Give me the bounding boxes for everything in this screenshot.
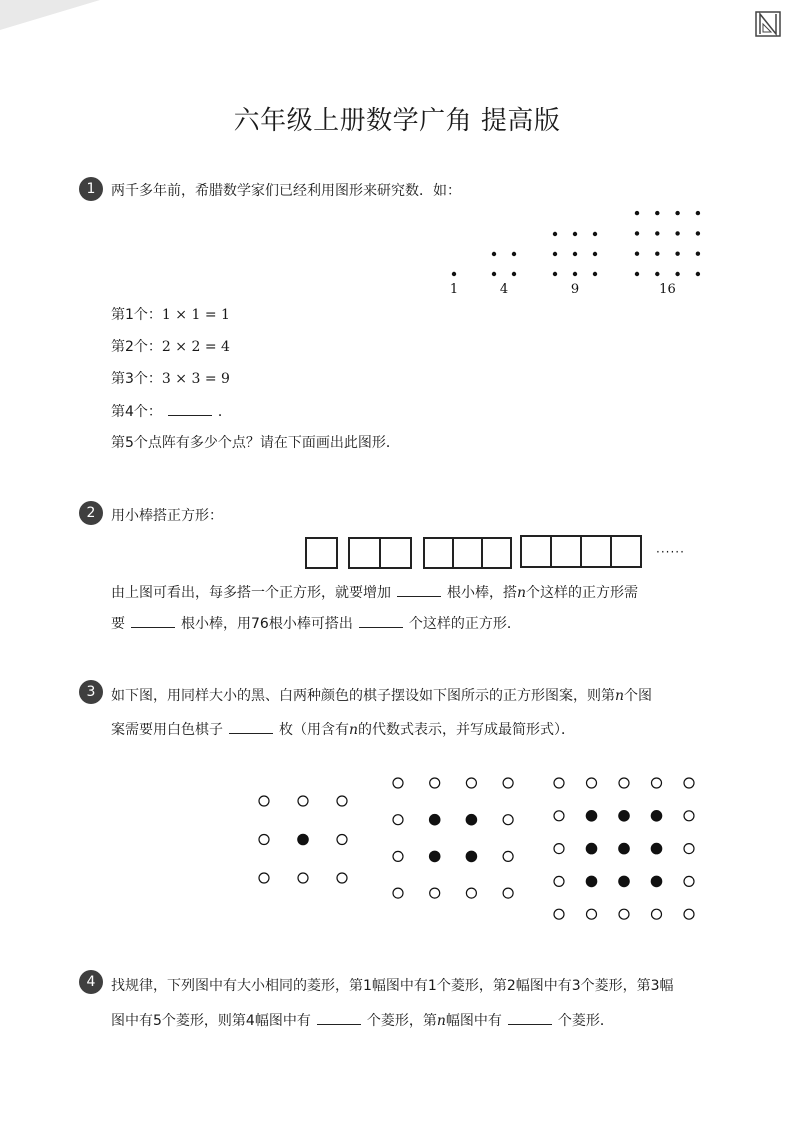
q1-dot	[512, 272, 516, 276]
q1-dot	[512, 252, 516, 256]
q2-figure-4	[521, 536, 641, 567]
q2-line-1-text-b: 根小棒，搭	[447, 585, 517, 601]
q3-white-piece	[684, 778, 694, 788]
q1-dot	[593, 252, 597, 256]
q4-blank-2[interactable]	[508, 1010, 552, 1025]
q1-line-4	[111, 401, 232, 422]
q3-white-piece	[466, 778, 476, 788]
q3-line-2-text-c: 的代数式表示，并写成最简形式）．	[358, 722, 576, 738]
q3-white-piece	[393, 778, 403, 788]
q1-line-1-expr: 1 × 1 = 1	[161, 307, 230, 323]
q1-dot-array-label: 16	[659, 282, 676, 297]
q3-white-piece	[554, 811, 564, 821]
q1-dot	[492, 252, 496, 256]
q4-line-2-text-d: 个菱形．	[557, 1013, 614, 1029]
q1-dot-array-label: 4	[499, 282, 509, 297]
q1-dot	[655, 211, 659, 215]
q1-dot-array-1	[452, 272, 456, 276]
q1-dot-array-4	[635, 211, 700, 276]
q2-line-1-text-a: 由上图可看出，每多搭一个正方形，就要增加	[111, 585, 391, 601]
q3-blank[interactable]	[229, 719, 273, 734]
q3-line-2	[111, 719, 575, 740]
q3-white-piece	[554, 844, 564, 854]
q1-dot	[553, 252, 557, 256]
q2-ellipsis: ······	[656, 545, 685, 559]
q1-dot	[675, 211, 679, 215]
q1-dot	[635, 211, 639, 215]
q1-dot	[573, 232, 577, 236]
q3-pattern-1	[259, 796, 347, 883]
q1-dot-array-label: 9	[570, 282, 580, 297]
q1-answer-blank[interactable]	[168, 401, 212, 416]
q3-white-piece	[393, 851, 403, 861]
q4-variable-n: n	[436, 1013, 446, 1029]
q1-dot-array-label: 1	[449, 282, 459, 297]
q1-dot	[492, 272, 496, 276]
q1-dot	[593, 232, 597, 236]
q1-line-3	[111, 369, 230, 389]
q1-intro: 两千多年前，希腊数学家们已经利用图形来研究数．如：	[111, 183, 461, 199]
q1-dot	[553, 272, 557, 276]
q1-dot	[696, 272, 700, 276]
q3-black-piece	[586, 811, 596, 821]
q3-white-piece	[298, 796, 308, 806]
q3-white-piece	[652, 909, 662, 919]
q3-black-piece	[586, 876, 596, 886]
q1-dot	[696, 211, 700, 215]
q1-dot	[593, 272, 597, 276]
q1-dot	[655, 272, 659, 276]
q2-variable-n: n	[517, 585, 527, 601]
q3-line-1-text-a: 如下图，用同样大小的黑、白两种颜色的棋子摆设如下图所示的正方形图案，则第	[111, 688, 615, 704]
q3-line-2-text-b: 枚（用含有	[279, 722, 349, 738]
q3-white-piece	[259, 835, 269, 845]
q1-dot	[573, 252, 577, 256]
q1-dot	[635, 252, 639, 256]
q2-line-2	[111, 613, 521, 634]
q3-white-piece	[466, 888, 476, 898]
q2-blank-2[interactable]	[131, 613, 175, 628]
q1-line-3-expr: 3 × 3 = 9	[161, 371, 230, 387]
q4-blank-1[interactable]	[317, 1010, 361, 1025]
q3-white-piece	[554, 876, 564, 886]
q4-line-2-text-a: 图中有5个菱形，则第4幅图中有	[111, 1013, 311, 1029]
q2-line-1	[111, 582, 638, 603]
q2-figure-3	[424, 538, 511, 568]
q3-black-piece	[586, 843, 596, 853]
q3-black-piece	[430, 851, 440, 861]
q1-dot	[655, 231, 659, 235]
q2-blank-3[interactable]	[359, 613, 403, 628]
q1-dot-array-2	[492, 252, 516, 276]
q3-white-piece	[337, 796, 347, 806]
q4-line-2-text-b: 个菱形，第	[366, 1013, 437, 1029]
publisher-logo	[754, 10, 782, 38]
q2-line-2-text-a: 要	[111, 616, 125, 632]
q3-white-piece	[393, 815, 403, 825]
q3-white-piece	[619, 909, 629, 919]
q3-white-piece	[587, 778, 597, 788]
q1-dot-array-3	[553, 232, 597, 276]
q2-intro: 用小棒搭正方形：	[111, 508, 223, 524]
page-title: 六年级上册数学广角 提高版	[233, 106, 561, 136]
q2-line-1-text-c: 个这样的正方形需	[526, 585, 639, 601]
q3-black-piece	[430, 815, 440, 825]
q3-variable-n-1: n	[615, 688, 625, 704]
q3-black-piece	[619, 876, 629, 886]
q3-line-2-text-a: 案需要用白色棋子	[111, 722, 223, 738]
q3-black-piece	[619, 811, 629, 821]
q1-dot	[573, 272, 577, 276]
q1-line-2-prefix: 第2个：	[111, 339, 162, 355]
q3-white-piece	[430, 778, 440, 788]
q4-line-2-text-c: 幅图中有	[445, 1013, 502, 1029]
q3-white-piece	[430, 888, 440, 898]
q4-line-1: 找规律，下列图中有大小相同的菱形，第1幅图中有1个菱形，第2幅图中有3个菱形，第3幅	[111, 978, 674, 994]
question-number-2: 2	[79, 501, 103, 525]
q1-dot	[635, 272, 639, 276]
q3-white-piece	[503, 815, 513, 825]
q1-dot	[696, 252, 700, 256]
q1-dot	[675, 252, 679, 256]
q1-dot	[675, 272, 679, 276]
q2-figure-2	[349, 538, 411, 568]
question-number-3: 3	[79, 680, 103, 704]
q1-line-1	[111, 305, 230, 325]
q1-line-3-prefix: 第3个：	[111, 371, 162, 387]
q1-dot	[696, 231, 700, 235]
q3-black-piece	[466, 851, 476, 861]
q1-line-4-prefix: 第4个：	[111, 404, 162, 420]
q1-line-2-expr: 2 × 2 = 4	[161, 339, 230, 355]
q2-line-2-text-b: 根小棒，用76根小棒可搭出	[181, 616, 353, 632]
q3-line-1	[111, 686, 652, 706]
question-number-1: 1	[79, 177, 103, 201]
q1-dot	[452, 272, 456, 276]
q3-pattern-3	[554, 778, 694, 919]
q1-dot	[553, 232, 557, 236]
q2-line-2-text-c: 个这样的正方形．	[408, 616, 521, 632]
q3-white-piece	[259, 873, 269, 883]
q3-black-piece	[466, 815, 476, 825]
q4-line-2	[111, 1010, 614, 1031]
q3-white-piece	[337, 835, 347, 845]
q3-white-piece	[684, 876, 694, 886]
q3-white-piece	[684, 844, 694, 854]
q3-white-piece	[587, 909, 597, 919]
q3-white-piece	[554, 778, 564, 788]
q1-line-4-suffix: ．	[217, 404, 232, 420]
q3-white-piece	[503, 778, 513, 788]
q2-blank-1[interactable]	[397, 582, 441, 597]
q3-variable-n-2: n	[349, 722, 359, 738]
q3-black-piece	[619, 843, 629, 853]
q3-white-piece	[503, 888, 513, 898]
q3-white-piece	[554, 909, 564, 919]
corner-decoration	[0, 0, 120, 40]
q1-dot	[635, 231, 639, 235]
q3-white-piece	[298, 873, 308, 883]
q1-line-2	[111, 337, 230, 357]
question-number-4: 4	[79, 970, 103, 994]
q3-black-piece	[298, 834, 308, 844]
q3-white-piece	[684, 909, 694, 919]
q3-black-piece	[651, 811, 661, 821]
q3-black-piece	[651, 843, 661, 853]
q3-line-1-text-b: 个图	[624, 688, 653, 704]
q3-white-piece	[684, 811, 694, 821]
q3-white-piece	[619, 778, 629, 788]
q3-white-piece	[393, 888, 403, 898]
q1-line-1-prefix: 第1个：	[111, 307, 162, 323]
q1-dot	[675, 231, 679, 235]
q3-white-piece	[652, 778, 662, 788]
q3-white-piece	[503, 851, 513, 861]
q3-pattern-2	[393, 778, 513, 898]
q3-white-piece	[337, 873, 347, 883]
q1-line-5: 第5个点阵有多少个点？请在下面画出此图形．	[111, 435, 400, 451]
q2-figure-1	[306, 538, 337, 568]
q3-white-piece	[259, 796, 269, 806]
q3-black-piece	[651, 876, 661, 886]
q1-dot	[655, 252, 659, 256]
